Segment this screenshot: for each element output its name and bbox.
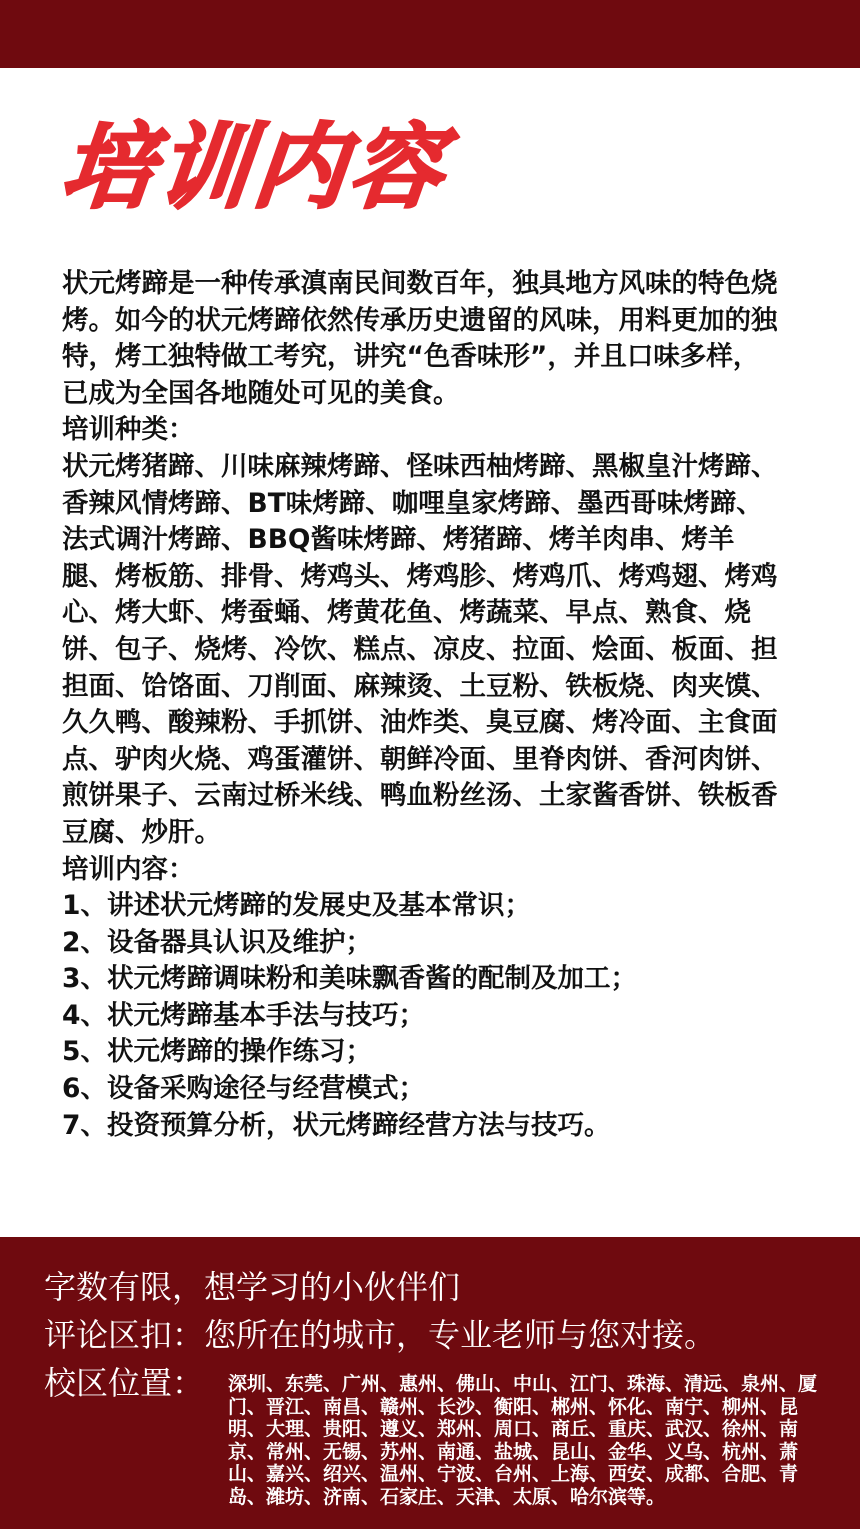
campus-label: 校区位置： — [44, 1364, 205, 1402]
content-heading: 培训内容： — [62, 853, 195, 885]
content-item-5: 5、状元烤蹄的操作练习； — [62, 1036, 372, 1068]
footer-line-2: 评论区扣：您所在的城市，专业老师与您对接。 — [44, 1316, 717, 1354]
content-item-3: 3、状元烤蹄调味粉和美味飘香酱的配制及加工； — [62, 963, 637, 995]
content-item-1: 1、讲述状元烤蹄的发展史及基本常识； — [62, 890, 531, 922]
footer-banner — [0, 1237, 860, 1529]
main-content — [62, 266, 782, 1144]
content-item-4: 4、状元烤蹄基本手法与技巧； — [62, 999, 425, 1031]
content-item-6: 6、设备采购途径与经营模式； — [62, 1073, 425, 1105]
intro-paragraph: 状元烤蹄是一种传承滇南民间数百年，独具地方风味的特色烧烤。如今的状元烤蹄依然传承历史遗留的风味，用料更加的独特，烤工独特做工考究，讲究“色香味形”，并且口味多样，已成为全国各地随处可见的美食。 — [62, 268, 778, 409]
content-item-2: 2、设备器具认识及维护； — [62, 926, 372, 958]
campus-list: 深圳、东莞、广州、惠州、佛山、中山、江门、珠海、清远、泉州、厦门、晋江、南昌、赣州、长沙、衡阳、郴州、怀化、南宁、柳州、昆明、大理、贵阳、遵义、郑州、周口、商丘、重庆、武汉、徐州、南京、常州、无锡、苏州、南通、盐城、昆山、金华、义乌、杭州、萧山、嘉兴、绍兴、温州、宁波、台州、上海、西安、成都、合肥、青岛、潍坊、济南、石家庄、天津、太原、哈尔滨等。 — [228, 1373, 818, 1508]
types-heading: 培训种类： — [62, 414, 195, 446]
types-paragraph: 状元烤猪蹄、川味麻辣烤蹄、怪味西柚烤蹄、黑椒皇汁烤蹄、香辣风情烤蹄、BT味烤蹄、咖哩皇家烤蹄、墨西哥味烤蹄、法式调汁烤蹄、BBQ酱味烤蹄、烤猪蹄、烤羊肉串、烤羊腿、烤板筋、排骨、烤鸡头、烤鸡胗、烤鸡爪、烤鸡翅、烤鸡心、烤大虾、烤蚕蛹、烤黄花鱼、烤蔬菜、早点、熟食、烧饼、包子、烧烤、冷饮、糕点、凉皮、拉面、烩面、板面、担担面、饸饹面、刀削面、麻辣烫、土豆粉、铁板烧、肉夹馍、久久鸭、酸辣粉、手抓饼、油炸类、臭豆腐、烤冷面、主食面点、驴肉火烧、鸡蛋灌饼、朝鲜冷面、里脊肉饼、香河肉饼、煎饼果子、云南过桥米线、鸭血粉丝汤、土家酱香饼、铁板香豆腐、炒肝。 — [62, 450, 778, 848]
page-title: 培训内容 — [56, 114, 452, 221]
content-item-7: 7、投资预算分析，状元烤蹄经营方法与技巧。 — [62, 1109, 611, 1141]
footer-line-1: 字数有限，想学习的小伙伴们 — [44, 1268, 461, 1306]
top-banner — [0, 0, 860, 68]
